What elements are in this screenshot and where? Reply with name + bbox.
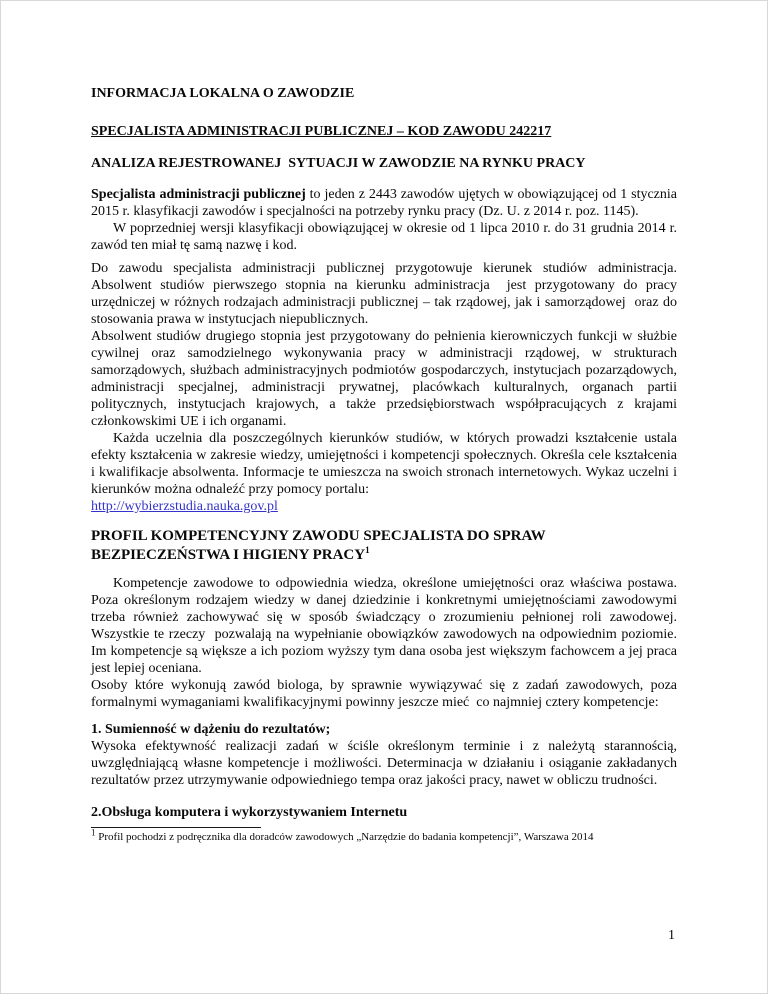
footnote-body: Profil pochodzi z podręcznika dla doradców zawodowych „Narzędzie do badania kompetencji”, Warszawa 2014 (95, 831, 594, 843)
competency-1-heading: 1. Sumienność w dążeniu do rezultatów; (91, 722, 331, 737)
portal-link-line (91, 498, 677, 515)
competency-1-body: Wysoka efektywność realizacji zadań w ściśle określonym terminie i z należytą starannością, uwzględniającą własne kompetencje i możliwości. Determinacja w działaniu i osiąganie zakładanych rezultatów przez utrzymywanie odpowiedniego tempa oraz jakości pracy, nawet w obliczu trudności. (91, 739, 681, 788)
footnote-reference: 1 (365, 545, 370, 555)
intro-text: to jeden z 2443 zawodów ujętych w obowiązującej od 1 stycznia 2015 r. klasyfikacji zawodów i specjalności na potrzeby rynku pracy (Dz. U. z 2014 r. poz. 1145). (91, 187, 681, 219)
paragraph-competences-intro: Kompetencje zawodowe to odpowiednia wiedza, określone umiejętności oraz właściwa postawa. Poza określonym rodzajem wiedzy w danej dziedzinie i konkretnymi umiejętnościami zawodowymi trzeba również zachowywać się w sposób świadczący o zrozumieniu pełnionej roli zawodowej. Wszystkie te rzeczy pozwalają na wypełnianie obowiązków zawodowych na odpowiednim poziomie. Im kompetencje są większe a ich poziom wyższy tym dana osoba jest większym fachowcem a jej praca jest lepiej oceniana. (91, 576, 684, 676)
footnote-number: 1 (91, 827, 96, 838)
paragraph-previous-classification: W poprzedniej wersji klasyfikacji obowiązującej w okresie od 1 lipca 2010 r. do 31 grudnia 2014 r. zawód ten miał tę samą nazwę i kod. (91, 221, 681, 253)
competency-2-heading: 2.Obsługa komputera i wykorzystywaniem Internetu (91, 805, 408, 820)
analysis-heading: ANALIZA REJESTROWANEJ SYTUACJI W ZAWODZIE NA RYNKU PRACY (91, 156, 586, 171)
paragraph-first-degree: Do zawodu specjalista administracji publicznej przygotowuje kierunek studiów administracja. Absolwent studiów pierwszego stopnia na kierunku administracja jest przygotowany do pracy urzędniczej w różnych rodzajach administracji publicznej – tak rządowej, jak i samorządowej oraz do stosowania prawa w instytucjach niepublicznych. (91, 261, 681, 327)
occupation-name-bold: Specjalista administracji publicznej (91, 187, 306, 202)
education-block (91, 260, 681, 515)
document-title: INFORMACJA LOKALNA O ZAWODZIE (91, 86, 355, 101)
footnote-text (91, 827, 677, 844)
footnote-divider (91, 827, 261, 828)
profile-heading (91, 527, 616, 565)
page-number: 1 (668, 928, 675, 943)
paragraph-intro (91, 186, 681, 220)
paragraph-second-degree: Absolwent studiów drugiego stopnia jest przygotowany do pełnienia kierowniczych funkcji w służbie cywilnej oraz samodzielnego wykonywania pracy w administracji rządowej, w strukturach samorządowych, służbach administracyjnych podmiotów gospodarczych, instytucjach pozarządowych, administracji specjalnej, administracji prywatnej, placówkach kulturalnych, organach partii politycznych, instytucjach krajowych, a także przedsiębiorstwach współpracujących z krajami członkowskimi UE i ich organami. (91, 329, 681, 429)
paragraph-competences-requirements: Osoby które wykonują zawód biologa, by sprawnie wywiązywać się z zadań zawodowych, poza formalnymi wymaganiami kwalifikacyjnymi powinny jeszcze mieć co najmniej cztery kompetencje: (91, 678, 681, 710)
paragraph-university-info: Każda uczelnia dla poszczególnych kierunków studiów, w których prowadzi kształcenie ustala efekty kształcenia w zakresie wiedzy, umiejętności i kompetencji społecznych. Określa cele kształcenia i kwalifikacje absolwenta. Informacje te umieszcza na swoich stronach internetowych. Wykaz uczelni i kierunków można odnaleźć przy pomocy portalu: (91, 431, 681, 497)
profile-heading-text: PROFIL KOMPETENCYJNY ZAWODU SPECJALISTA DO SPRAW BEZPIECZEŃSTWA I HIGIENY PRACY (91, 528, 550, 563)
portal-link[interactable]: http://wybierzstudia.nauka.gov.pl (91, 499, 278, 514)
occupation-heading: SPECJALISTA ADMINISTRACJI PUBLICZNEJ – KOD ZAWODU 242217 (91, 124, 552, 139)
